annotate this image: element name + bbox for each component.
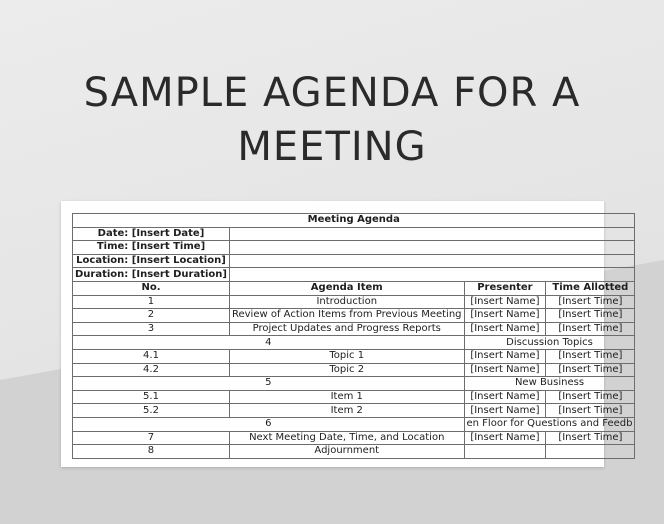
row-time — [546, 445, 635, 459]
column-header-presenter: Presenter — [464, 281, 546, 295]
column-header-no: No. — [73, 281, 230, 295]
row-time: [Insert Time] — [546, 404, 635, 418]
meta-row — [73, 227, 635, 241]
meta-row — [73, 268, 635, 282]
row-item: Topic 1 — [229, 349, 464, 363]
table-row — [73, 390, 635, 404]
agenda-sheet — [61, 201, 633, 467]
row-presenter: [Insert Name] — [464, 349, 546, 363]
table-row — [73, 404, 635, 418]
table-row — [73, 295, 635, 309]
section-title: en Floor for Questions and Feedb — [464, 417, 635, 431]
row-time: [Insert Time] — [546, 322, 635, 336]
row-no: 5.1 — [73, 390, 230, 404]
row-presenter — [464, 445, 546, 459]
row-item: Review of Action Items from Previous Meeting — [229, 309, 464, 323]
column-header-item: Agenda Item — [229, 281, 464, 295]
section-no: 5 — [73, 377, 465, 391]
row-time: [Insert Time] — [546, 363, 635, 377]
row-no: 2 — [73, 309, 230, 323]
table-row — [73, 363, 635, 377]
table-heading: Meeting Agenda — [73, 214, 635, 228]
meta-duration: Duration: [Insert Duration] — [73, 268, 230, 282]
row-presenter: [Insert Name] — [464, 295, 546, 309]
row-time: [Insert Time] — [546, 431, 635, 445]
row-presenter: [Insert Name] — [464, 404, 546, 418]
row-item: Item 2 — [229, 404, 464, 418]
table-row — [73, 445, 635, 459]
row-presenter: [Insert Name] — [464, 363, 546, 377]
row-time: [Insert Time] — [546, 349, 635, 363]
meta-date: Date: [Insert Date] — [73, 227, 230, 241]
row-item: Next Meeting Date, Time, and Location — [229, 431, 464, 445]
row-no: 3 — [73, 322, 230, 336]
meta-row — [73, 241, 635, 255]
page-title — [0, 66, 664, 174]
row-time: [Insert Time] — [546, 295, 635, 309]
section-no: 4 — [73, 336, 465, 350]
row-no: 1 — [73, 295, 230, 309]
table-row — [73, 349, 635, 363]
meta-date-value — [229, 227, 635, 241]
row-item: Item 1 — [229, 390, 464, 404]
section-row — [73, 417, 635, 431]
row-item: Introduction — [229, 295, 464, 309]
meta-location: Location: [Insert Location] — [73, 254, 230, 268]
column-header-time: Time Allotted — [546, 281, 635, 295]
row-item: Topic 2 — [229, 363, 464, 377]
table-row — [73, 431, 635, 445]
row-no: 7 — [73, 431, 230, 445]
row-no: 4.2 — [73, 363, 230, 377]
column-header-row — [73, 281, 635, 295]
row-presenter: [Insert Name] — [464, 322, 546, 336]
agenda-table — [72, 213, 635, 459]
row-item: Project Updates and Progress Reports — [229, 322, 464, 336]
meta-time-value — [229, 241, 635, 255]
table-row — [73, 322, 635, 336]
row-presenter: [Insert Name] — [464, 390, 546, 404]
page-title-line-1: SAMPLE AGENDA FOR A — [83, 70, 581, 116]
meta-row — [73, 254, 635, 268]
table-row — [73, 309, 635, 323]
section-row — [73, 336, 635, 350]
row-no: 8 — [73, 445, 230, 459]
section-no: 6 — [73, 417, 465, 431]
row-no: 4.1 — [73, 349, 230, 363]
row-time: [Insert Time] — [546, 390, 635, 404]
table-heading-row — [73, 214, 635, 228]
meta-duration-value — [229, 268, 635, 282]
meta-time: Time: [Insert Time] — [73, 241, 230, 255]
section-title: New Business — [464, 377, 635, 391]
section-row — [73, 377, 635, 391]
row-no: 5.2 — [73, 404, 230, 418]
row-presenter: [Insert Name] — [464, 431, 546, 445]
row-time: [Insert Time] — [546, 309, 635, 323]
row-item: Adjournment — [229, 445, 464, 459]
section-title: Discussion Topics — [464, 336, 635, 350]
meta-location-value — [229, 254, 635, 268]
row-presenter: [Insert Name] — [464, 309, 546, 323]
page-title-line-2: MEETING — [237, 124, 427, 170]
